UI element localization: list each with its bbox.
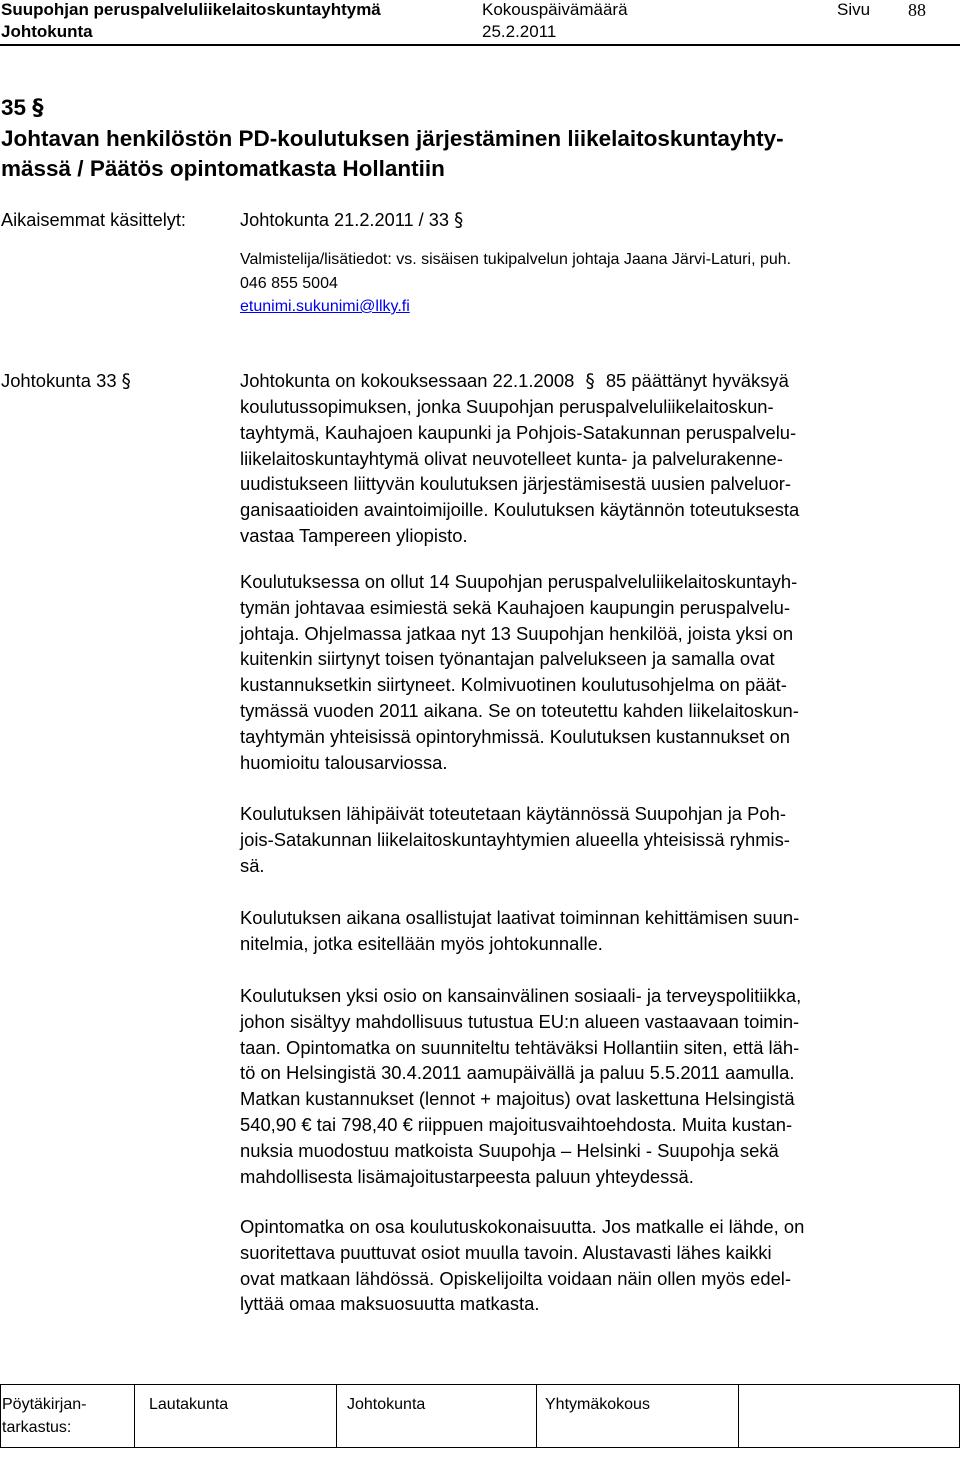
section-mark: § (585, 371, 595, 392)
paragraph-6 (240, 1214, 804, 1317)
section-label-line (1, 368, 131, 395)
section-mark: § (454, 210, 464, 231)
item-number: 35 (1, 95, 27, 120)
footer-divider-1 (134, 1384, 135, 1448)
paragraph-4 (240, 905, 799, 957)
previous-value-line (240, 207, 463, 234)
footer-border-left (0, 1384, 1, 1448)
text-line: vastaa Tampereen yliopisto. (240, 524, 468, 546)
footer-review-label-2: tarkastus: (2, 1419, 72, 1436)
previous-label: Aikaisemmat käsittelyt: (1, 210, 186, 230)
preparer-phone: 046 855 5004 (240, 275, 338, 292)
section-first-line (240, 368, 789, 395)
previous-value: Johtokunta 21.2.2011 / 33 (240, 210, 449, 230)
text-line: Koulutuksen aikana osallistujat laativat toiminnan kehittämisen suun- (240, 907, 800, 928)
text-line: nitelmia, jotka esitellään myös johtokunnalle. (240, 932, 603, 954)
footer-divider-2 (336, 1384, 337, 1448)
text-line: huomioitu talousarviossa. (240, 751, 448, 773)
text-line: taan. Opintomatka on suunniteltu tehtäväksi Hollantiin siten, että läh- (240, 1036, 800, 1058)
text-line: tymän johtavaa esimiestä sekä Kauhajoen kaupungin peruspalvelu- (240, 596, 791, 618)
header-date: 25.2.2011 (482, 22, 557, 41)
text-line: johtaja. Ohjelmassa jatkaa nyt 13 Suupohjan henkilöä, joista yksi on (240, 622, 794, 644)
header-org: Suupohjan peruspalveluliikelaitoskuntayhtymä (1, 0, 381, 19)
paragraph-3 (240, 801, 790, 878)
header-page-number: 88 (908, 0, 926, 20)
paragraph-5 (240, 983, 801, 1189)
text-line: Matkan kustannukset (lennot + majoitus) ovat laskettuna Helsingistä (240, 1088, 795, 1110)
paragraph-2 (240, 569, 799, 775)
first-line-part-a: Johtokunta on kokouksessaan 22.1.2008 (240, 370, 575, 391)
header-page-label: Sivu (837, 0, 871, 19)
text-line: Koulutuksessa on ollut 14 Suupohjan peruspalveluliikelaitoskuntayh- (240, 571, 798, 592)
text-line: tayhtymä, Kauhajoen kaupunki ja Pohjois-Satakunnan peruspalvelu- (240, 421, 797, 443)
item-title-line2: mässä / Päätös opintomatkasta Hollantiin (1, 156, 445, 181)
text-line: kuitenkin siirtynyt toisen työnantajan palvelukseen ja samalla ovat (240, 648, 775, 670)
text-line: lyttää omaa maksuosuutta matkasta. (240, 1293, 540, 1315)
footer-executive: Johtokunta (347, 1396, 426, 1413)
text-line: tö on Helsingistä 30.4.2011 aamupäivällä ja paluu 5.5.2011 aamulla. (240, 1062, 795, 1084)
text-line: uudistukseen liittyvän koulutuksen järjestämisestä uusien palveluor- (240, 473, 791, 495)
header-divider (0, 44, 960, 46)
section-label: Johtokunta 33 (1, 370, 117, 391)
footer-review-label-1: Pöytäkirjan- (2, 1396, 87, 1413)
footer-divider-4 (738, 1384, 739, 1448)
text-line: nuksia muodostuu matkoista Suupohja – Helsinki - Suupohja sekä (240, 1139, 779, 1161)
text-line: sä. (240, 854, 265, 876)
section-mark: § (121, 371, 131, 392)
text-line: suoritettava puuttuvat osiot muulla tavoin. Alustavasti lähes kaikki (240, 1241, 772, 1263)
text-line: ovat matkaan lähdössä. Opiskelijoilta voidaan näin ollen myös edel- (240, 1267, 792, 1289)
text-line: johon sisältyy mahdollisuus tutustua EU:n alueen vastaavaan toimin- (240, 1010, 800, 1032)
section-mark: § (32, 95, 44, 121)
text-line: tayhtymän yhteisissä opintoryhmissä. Koulutuksen kustannukset on (240, 725, 790, 747)
item-title-line1: Johtavan henkilöstön PD-koulutuksen järjestäminen liikelaitoskuntayhty- (1, 126, 784, 151)
text-line: Koulutuksen yksi osio on kansainvälinen sosiaali- ja terveyspolitiikka, (240, 985, 802, 1006)
header-body: Johtokunta (1, 22, 93, 41)
first-line-part-b: 85 päättänyt hyväksyä (605, 370, 789, 391)
footer-bottom-border (0, 1447, 960, 1448)
paragraph-1 (240, 394, 799, 549)
footer-top-border (0, 1384, 960, 1385)
text-line: koulutussopimuksen, jonka Suupohjan peruspalveluliikelaitoskun- (240, 396, 774, 417)
footer-board: Lautakunta (149, 1396, 229, 1413)
footer-divider-3 (536, 1384, 537, 1448)
text-line: Opintomatka on osa koulutuskokonaisuutta. Jos matkalle ei lähde, on (240, 1216, 805, 1237)
text-line: 540,90 € tai 798,40 € riippuen majoitusvaihtoehdosta. Muita kustan- (240, 1113, 793, 1135)
preparer-email-link[interactable]: etunimi.sukunimi@llky.fi (240, 298, 410, 315)
footer-assembly: Yhtymäkokous (545, 1396, 650, 1413)
text-line: mahdollisesta lisämajoitustarpeesta paluun yhteydessä. (240, 1165, 694, 1187)
text-line: liikelaitoskuntayhtymä olivat neuvotelleet kunta- ja palvelurakenne- (240, 447, 783, 469)
text-line: kustannuksetkin siirtyneet. Kolmivuotinen koulutusohjelma on päät- (240, 674, 787, 696)
preparer-line1: Valmistelija/lisätiedot: vs. sisäisen tukipalvelun johtaja Jaana Järvi-Laturi, puh. (240, 251, 792, 268)
text-line: jois-Satakunnan liikelaitoskuntayhtymien alueella yhteisissä ryhmis- (240, 828, 790, 850)
header-date-label: Kokouspäivämäärä (482, 0, 628, 19)
text-line: tymässä vuoden 2011 aikana. Se on toteutettu kahden liikelaitoskun- (240, 699, 799, 721)
text-line: ganisaatioiden avaintoimijoille. Koulutuksen käytännön toteutuksesta (240, 499, 800, 521)
item-number-line (1, 93, 44, 123)
text-line: Koulutuksen lähipäivät toteutetaan käytännössä Suupohjan ja Poh- (240, 803, 786, 824)
